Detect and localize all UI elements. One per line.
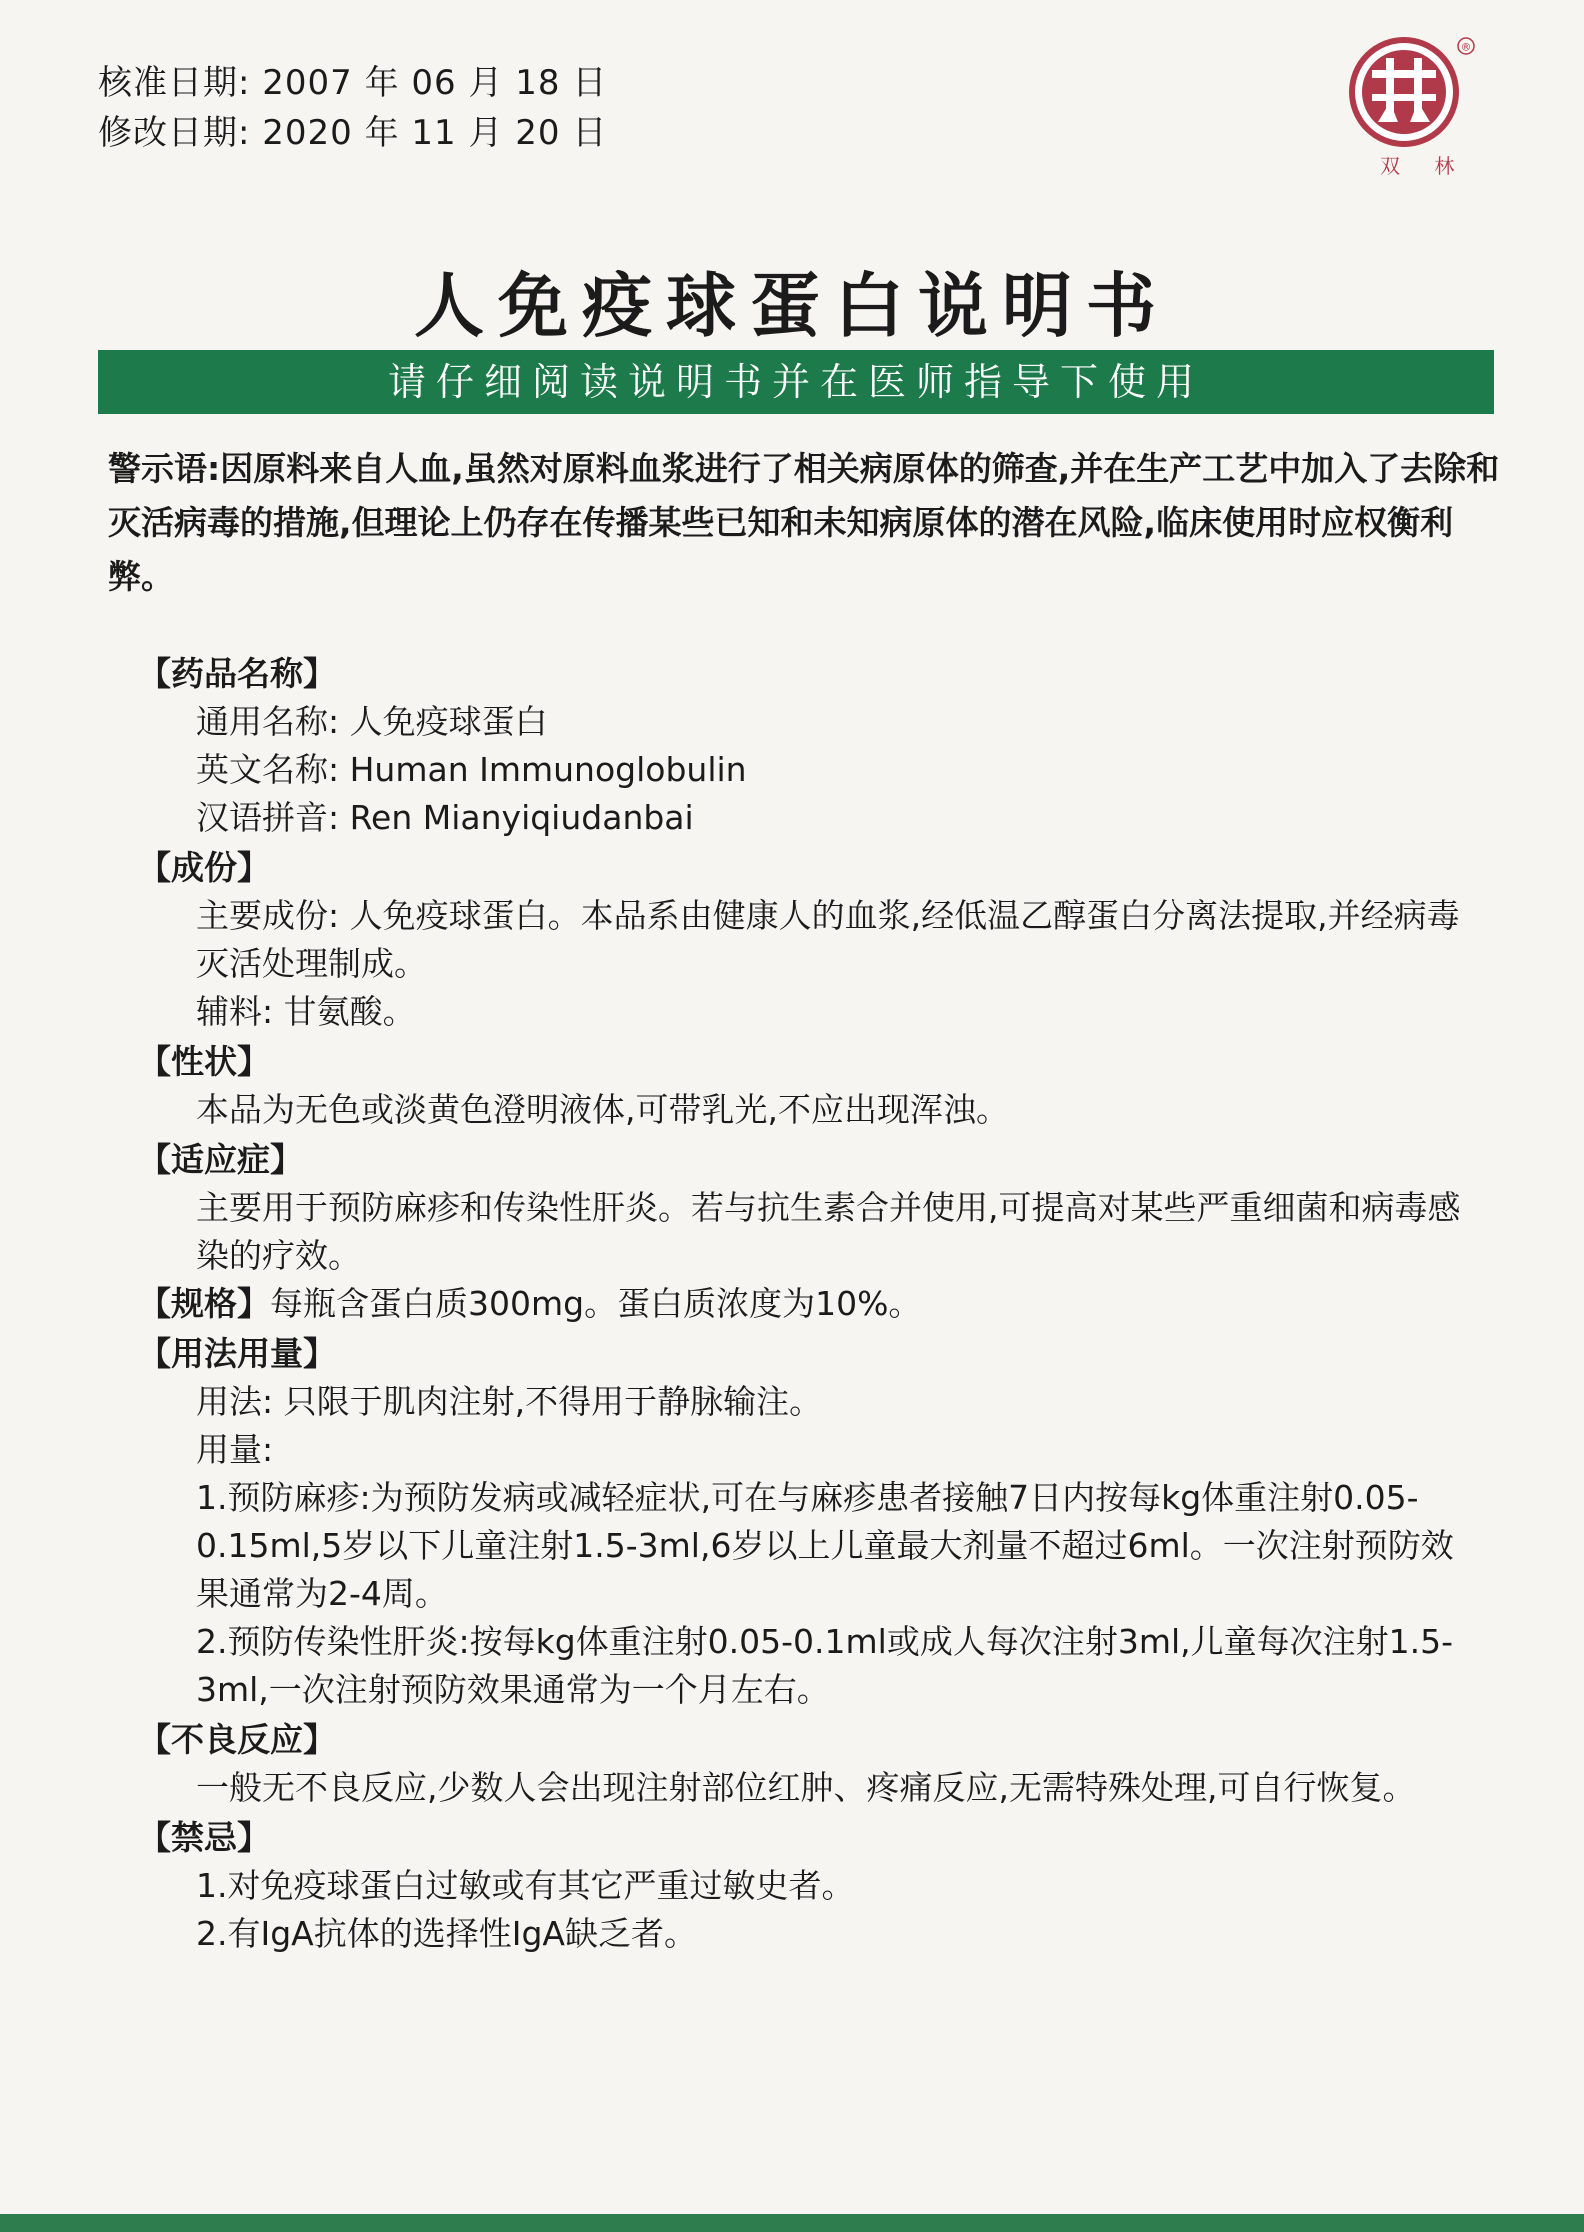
pinyin-name: 汉语拼音: Ren Mianyiqiudanbai bbox=[196, 798, 694, 837]
main-composition: 主要成份: 人免疫球蛋白。本品系由健康人的血浆,经低温乙醇蛋白分离法提取,并经病毒灭活处理制成。 bbox=[196, 896, 1460, 983]
warning-paragraph: 警示语:因原料来自人血,虽然对原料血浆进行了相关病原体的筛查,并在生产工艺中加入了去除和灭活病毒的措施,但理论上仍存在传播某些已知和未知病原体的潜在风险,临床使用时应权衡利弊。 bbox=[108, 449, 1500, 596]
generic-name: 通用名称: 人免疫球蛋白 bbox=[196, 702, 548, 741]
spec-text: 每瓶含蛋白质300mg。蛋白质浓度为10%。 bbox=[270, 1284, 922, 1323]
section-heading-name: 【药品名称】 bbox=[138, 654, 336, 693]
instruction-banner: 请仔细阅读说明书并在医师指导下使用 bbox=[98, 350, 1494, 414]
section-heading-contraindications: 【禁忌】 bbox=[138, 1818, 270, 1857]
section-heading-description: 【性状】 bbox=[138, 1042, 270, 1081]
section-heading-usage: 【用法用量】 bbox=[138, 1334, 336, 1373]
adverse-text: 一般无不良反应,少数人会出现注射部位红肿、疼痛反应,无需特殊处理,可自行恢复。 bbox=[196, 1768, 1416, 1807]
spec-line bbox=[138, 1280, 1468, 1328]
section-heading-spec: 【规格】 bbox=[138, 1284, 270, 1323]
logo-text: 双 林 bbox=[1380, 154, 1469, 178]
dosage-item-1: 1.预防麻疹:为预防发病或减轻症状,可在与麻疹患者接触7日内按每kg体重注射0.05-0.15ml,5岁以下儿童注射1.5-3ml,6岁以上儿童最大剂量不超过6ml。一次注射预防效果通常为2-4周。 bbox=[196, 1478, 1454, 1613]
section-heading-adverse: 【不良反应】 bbox=[138, 1720, 336, 1759]
bottom-green-strip bbox=[0, 2214, 1584, 2232]
description-text: 本品为无色或淡黄色澄明液体,可带乳光,不应出现浑浊。 bbox=[196, 1090, 1009, 1129]
approval-date: 核准日期: 2007 年 06 月 18 日 bbox=[98, 63, 608, 103]
contraindication-item-2: 2.有IgA抗体的选择性IgA缺乏者。 bbox=[196, 1914, 697, 1953]
document-title: 人免疫球蛋白说明书 bbox=[414, 265, 1170, 347]
usage-method: 用法: 只限于肌肉注射,不得用于静脉输注。 bbox=[196, 1382, 823, 1421]
dosage-label: 用量: bbox=[196, 1430, 274, 1469]
section-heading-composition: 【成份】 bbox=[138, 848, 270, 887]
dates-block bbox=[98, 58, 607, 158]
leaflet-content bbox=[138, 648, 1468, 1958]
indications-text: 主要用于预防麻疹和传染性肝炎。若与抗生素合并使用,可提高对某些严重细菌和病毒感染的疗效。 bbox=[196, 1188, 1461, 1275]
contraindication-item-1: 1.对免疫球蛋白过敏或有其它严重过敏史者。 bbox=[196, 1866, 855, 1905]
dosage-item-2: 2.预防传染性肝炎:按每kg体重注射0.05-0.1ml或成人每次注射3ml,儿童每次注射1.5-3ml,一次注射预防效果通常为一个月左右。 bbox=[196, 1622, 1454, 1709]
registered-mark: ® bbox=[1460, 40, 1472, 54]
section-heading-indications: 【适应症】 bbox=[138, 1140, 303, 1179]
english-name: 英文名称: Human Immunoglobulin bbox=[196, 750, 747, 789]
excipient: 辅料: 甘氨酸。 bbox=[196, 992, 416, 1031]
revision-date: 修改日期: 2020 年 11 月 20 日 bbox=[98, 113, 608, 153]
